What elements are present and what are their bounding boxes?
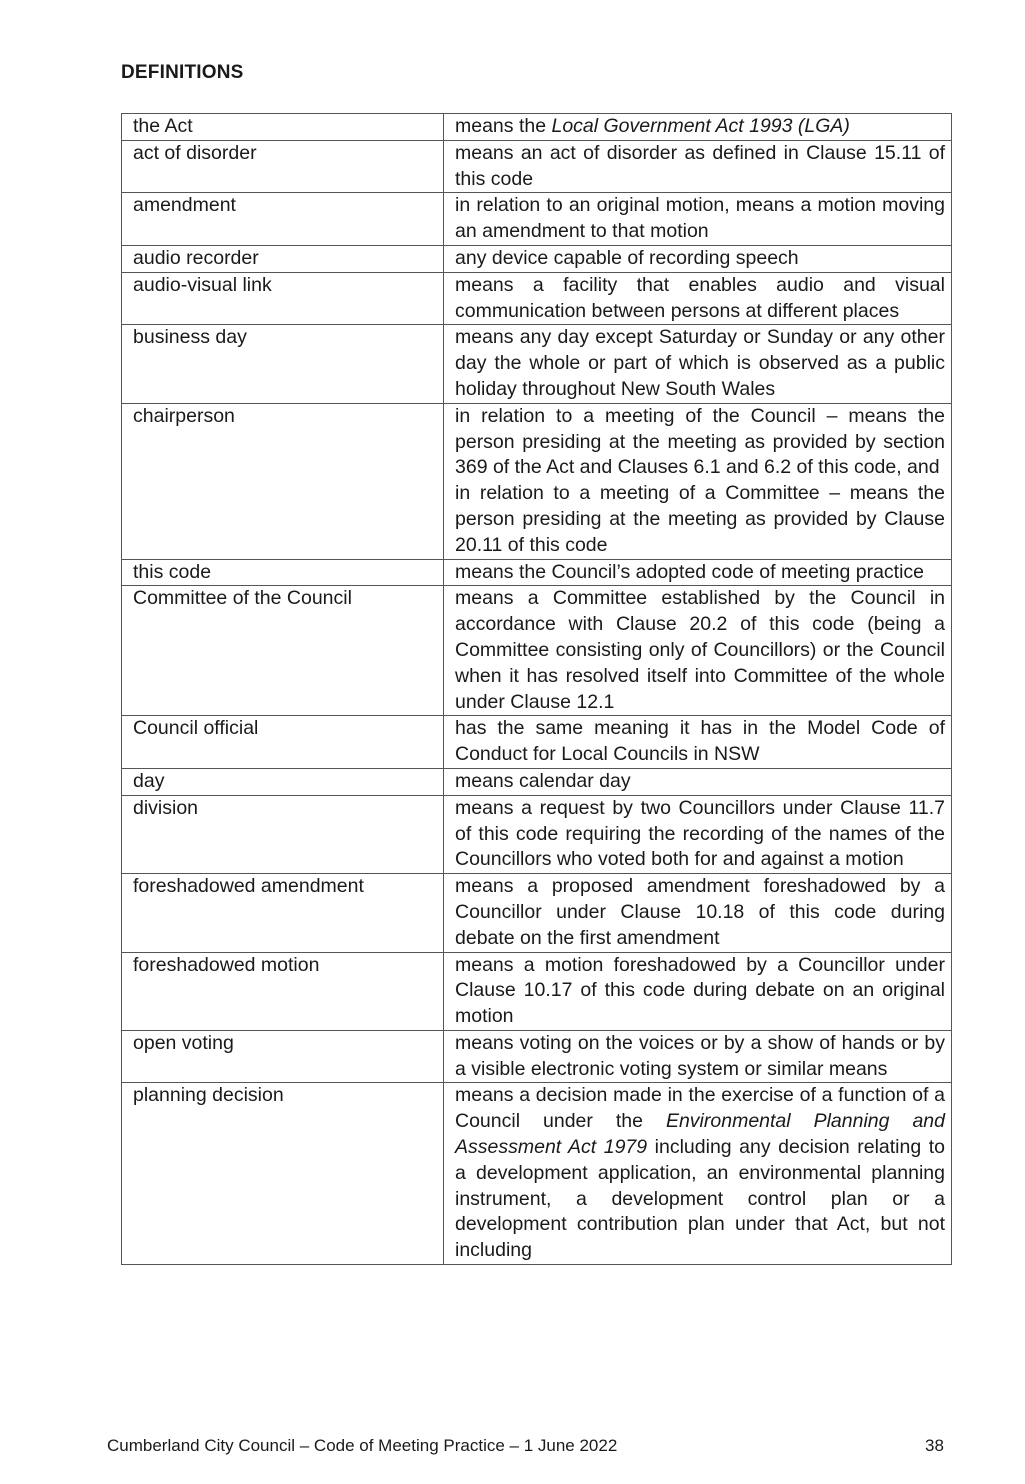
definition-text: means a decision made in the exercise of a function of a Council under the <box>455 1084 945 1133</box>
definition-meaning <box>444 1030 952 1083</box>
definition-term: foreshadowed amendment <box>122 874 444 952</box>
definition-term: the Act <box>122 114 444 141</box>
definition-row <box>122 1083 952 1265</box>
definition-term: day <box>122 768 444 795</box>
definition-term: foreshadowed motion <box>122 952 444 1030</box>
definition-text: means voting on the voices or by a show of hands or by a visible electronic voting system or similar means <box>455 1031 945 1080</box>
definition-row <box>122 559 952 586</box>
definition-row <box>122 874 952 952</box>
definition-meaning <box>444 245 952 272</box>
definition-term: division <box>122 795 444 873</box>
definitions-table <box>121 113 952 1265</box>
definition-text: means the <box>455 115 552 137</box>
definition-text: including any decision relating to a development application, an environmental planning instrument, a development control plan or a development contribution plan under that Act, but not including <box>455 1136 946 1262</box>
definition-term: audio recorder <box>122 245 444 272</box>
definition-row <box>122 716 952 769</box>
definition-row <box>122 325 952 403</box>
definition-text: in relation to a meeting of the Council – means the person presiding at the meeting as provided by section 369 of the Act and Clauses 6.1 and 6.2 of this code, and <box>455 404 945 479</box>
definition-row <box>122 795 952 873</box>
definition-row <box>122 403 952 559</box>
definition-row <box>122 1030 952 1083</box>
definition-meaning <box>444 325 952 403</box>
page-heading: DEFINITIONS <box>121 62 244 83</box>
definition-meaning <box>444 874 952 952</box>
definition-text: means a request by two Councillors under Clause 11.7 of this code requiring the recording of the names of the Councillors who voted both for and against a motion <box>455 796 945 871</box>
definition-text: means a proposed amendment foreshadowed by a Councillor under Clause 10.18 of this code during debate on the first amendment <box>455 875 945 949</box>
definition-meaning <box>444 716 952 769</box>
definition-text: means an act of disorder as defined in Clause 15.11 of this code <box>455 141 945 190</box>
definition-meaning <box>444 586 952 716</box>
definition-row <box>122 952 952 1030</box>
definition-row <box>122 768 952 795</box>
definition-term: open voting <box>122 1030 444 1083</box>
definition-meaning <box>444 768 952 795</box>
definition-term: audio-visual link <box>122 272 444 325</box>
definition-term: chairperson <box>122 403 444 559</box>
definition-meaning <box>444 272 952 325</box>
definition-text: in relation to a meeting of a Committee – means the person presiding at the meeting as provided by Clause 20.11 of this code <box>455 482 945 556</box>
definition-term: Council official <box>122 716 444 769</box>
definition-row <box>122 245 952 272</box>
definition-row <box>122 114 952 141</box>
definition-term: planning decision <box>122 1083 444 1265</box>
definition-meaning <box>444 559 952 586</box>
definition-meaning <box>444 193 952 246</box>
definition-italic-text: Environmental Planning and Assessment Act 1979 <box>455 1110 945 1159</box>
definition-term: Committee of the Council <box>122 586 444 716</box>
definition-text: in relation to an original motion, means a motion moving an amendment to that motion <box>455 194 945 243</box>
definition-row <box>122 586 952 716</box>
definition-meaning <box>444 952 952 1030</box>
definition-term: this code <box>122 559 444 586</box>
definition-text: means calendar day <box>455 769 631 792</box>
definition-meaning <box>444 403 952 559</box>
definition-meaning <box>444 140 952 193</box>
definition-text: means a facility that enables audio and visual communication between persons at different places <box>455 273 945 322</box>
definition-term: business day <box>122 325 444 403</box>
definition-text: any device capable of recording speech <box>455 246 799 269</box>
definition-text: means the Council’s adopted code of meeting practice <box>455 560 925 583</box>
definitions-table-body <box>122 114 952 1265</box>
definition-row <box>122 272 952 325</box>
definition-meaning <box>444 795 952 873</box>
definition-row <box>122 140 952 193</box>
footer-page-number: 38 <box>925 1436 944 1455</box>
definition-meaning <box>444 1083 952 1265</box>
footer-document-title: Cumberland City Council – Code of Meeting Practice – 1 June 2022 <box>107 1436 618 1455</box>
definition-meaning <box>444 114 952 141</box>
definition-text: means any day except Saturday or Sunday or any other day the whole or part of which is observed as a public holiday throughout New South Wales <box>455 326 945 400</box>
definition-row <box>122 193 952 246</box>
definition-term: amendment <box>122 193 444 246</box>
definition-text: means a Committee established by the Council in accordance with Clause 20.2 of this code (being a Committee consisting only of Councillors) or the Council when it has resolved itself into Committee of the whole under Clause 12.1 <box>455 587 945 713</box>
definition-text: means a motion foreshadowed by a Councillor under Clause 10.17 of this code during debate on an original motion <box>455 953 945 1028</box>
definition-term: act of disorder <box>122 140 444 193</box>
definition-italic-text: Local Government Act 1993 (LGA) <box>551 115 850 137</box>
definition-text: has the same meaning it has in the Model Code of Conduct for Local Councils in NSW <box>455 717 945 766</box>
